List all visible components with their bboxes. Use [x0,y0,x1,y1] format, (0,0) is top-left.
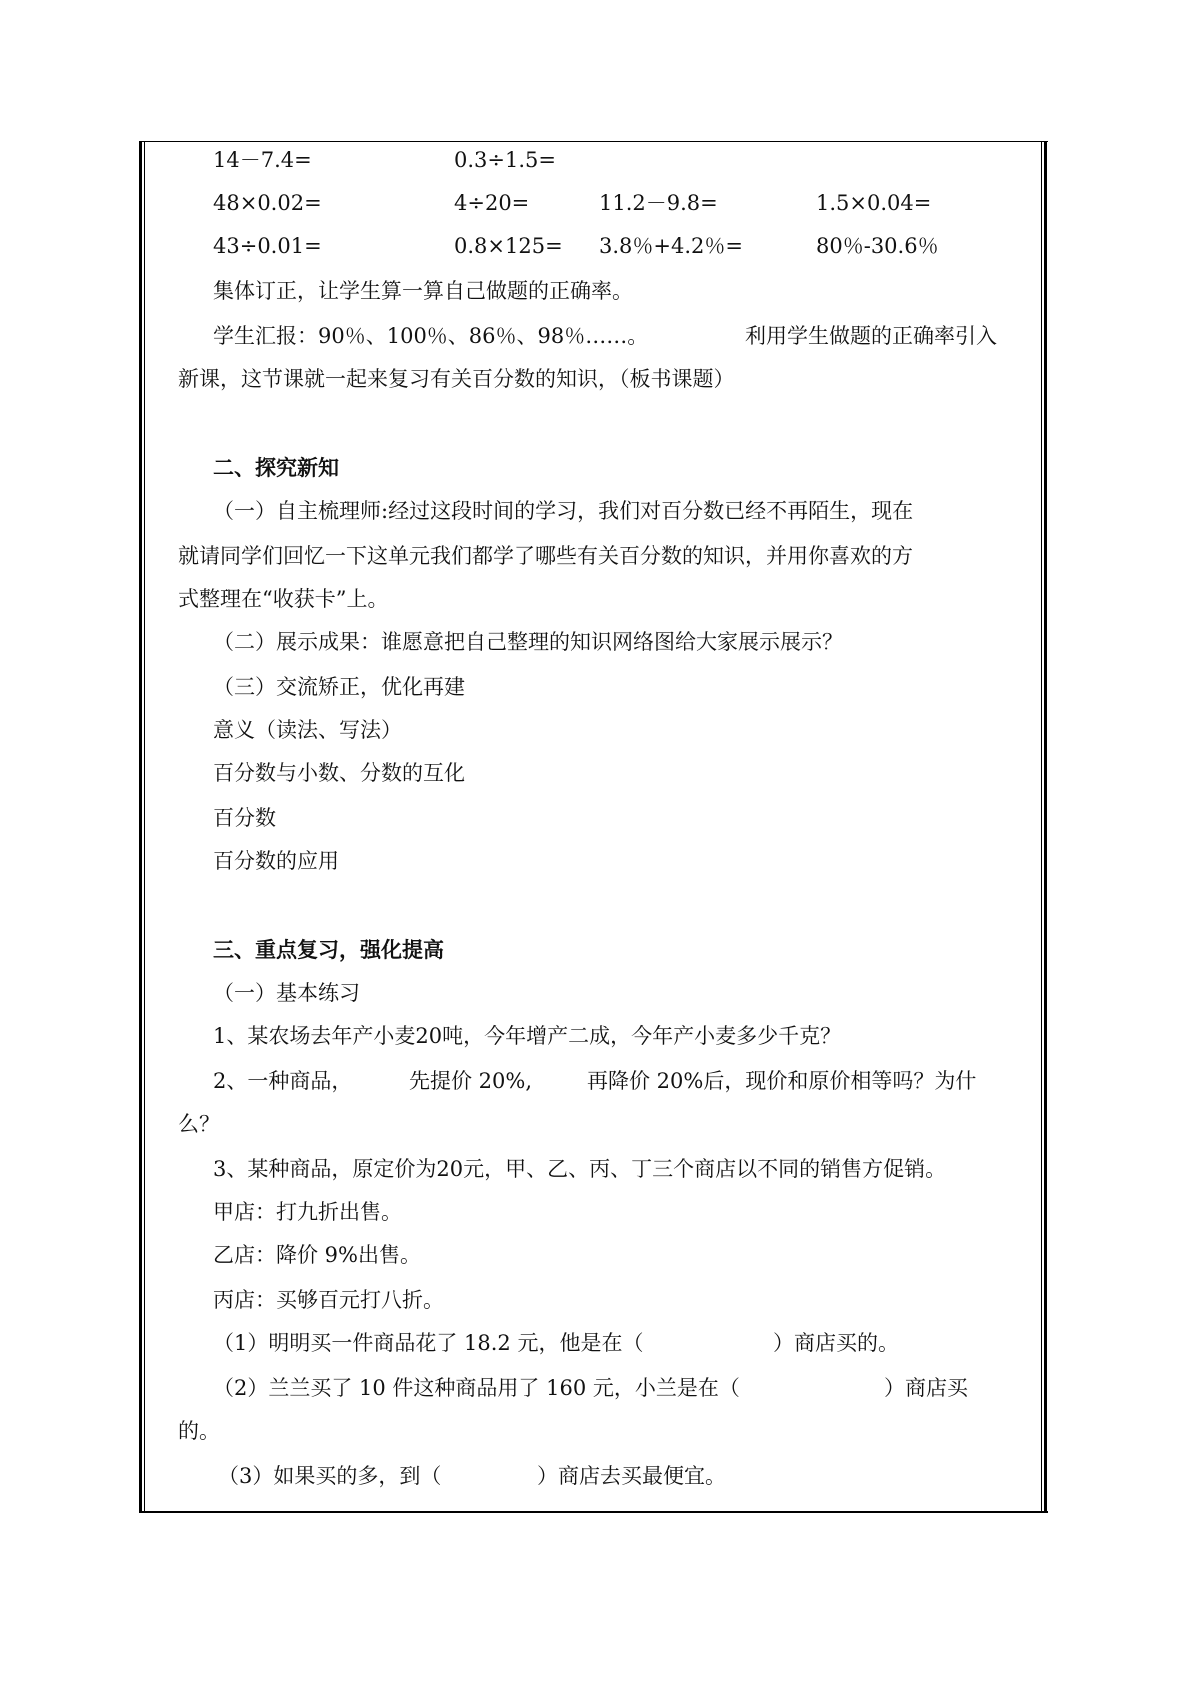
shop-line: 甲店：打九折出售。 [213,1200,402,1224]
arith-cell: 1.5×0.04= [816,191,932,215]
text-line: 式整理在“收获卡”上。 [178,587,389,611]
section-heading: 二、探究新知 [213,455,339,480]
sub-question-1: （1）明明买一件商品花了 18.2 元，他是在（ [213,1331,644,1355]
arith-cell: 43÷0.01= [213,234,322,258]
arith-cell: 14－7.4= [213,148,312,172]
question-3: 3、某种商品，原定价为20元，甲、乙、丙、丁三个商店以不同的销售方促销。 [213,1157,947,1181]
text-line: （一）自主梳理师:经过这段时间的学习，我们对百分数已经不再陌生，现在 [213,499,914,523]
question-1: 1、某农场去年产小麦20吨，今年增产二成，今年产小麦多少千克？ [213,1024,842,1048]
sub-question-3: （3）如果买的多，到（ [218,1464,442,1488]
text-line: 利用学生做题的正确率引入 [745,324,997,348]
question-2: 么？ [178,1112,220,1136]
arith-cell: 11.2－9.8= [599,191,718,215]
sub-question-1: ）商店买的。 [773,1331,899,1355]
sub-question-2: 的。 [178,1419,220,1443]
lesson-table-frame [139,141,1048,1513]
lesson-content [178,142,1048,1511]
question-2: 先提价 20%, [409,1069,533,1093]
text-line: 集体订正，让学生算一算自己做题的正确率。 [213,279,633,303]
arith-cell: 48×0.02= [213,191,322,215]
question-2: 2、一种商品， [213,1069,353,1093]
section-heading: 三、重点复习，强化提高 [213,937,444,962]
text-line: 新课，这节课就一起来复习有关百分数的知识，（板书课题） [178,367,735,391]
arith-cell: 80％-30.6％ [816,234,939,258]
knowledge-item: 百分数与小数、分数的互化 [213,761,465,785]
text-line: 学生汇报：90％、100％、86％、98％……。 [213,324,649,348]
sub-question-2: （2）兰兰买了 10 件这种商品用了 160 元，小兰是在（ [213,1376,740,1400]
text-line: （一）基本练习 [213,981,360,1005]
sub-question-2: ）商店买 [884,1376,968,1400]
left-border-inner [144,142,145,1513]
knowledge-item: 百分数 [213,806,276,830]
left-border [139,142,142,1513]
text-line: 就请同学们回忆一下这单元我们都学了哪些有关百分数的知识，并用你喜欢的方 [178,544,913,568]
sub-question-3: ）商店去买最便宜。 [537,1464,726,1488]
question-2: 再降价 20%后，现价和原价相等吗？为什 [587,1069,977,1093]
arith-cell: 0.8×125= [454,234,563,258]
shop-line: 丙店：买够百元打八折。 [213,1288,444,1312]
arith-cell: 0.3÷1.5= [454,148,556,172]
shop-line: 乙店：降价 9%出售。 [213,1243,421,1267]
text-line: （三）交流矫正，优化再建 [213,675,465,699]
arith-cell: 3.8％+4.2％= [599,234,743,258]
text-line: （二）展示成果：谁愿意把自己整理的知识网络图给大家展示展示？ [213,630,843,654]
arith-cell: 4÷20= [454,191,530,215]
knowledge-item: 百分数的应用 [213,849,339,873]
knowledge-item: 意义（读法、写法） [213,718,402,742]
